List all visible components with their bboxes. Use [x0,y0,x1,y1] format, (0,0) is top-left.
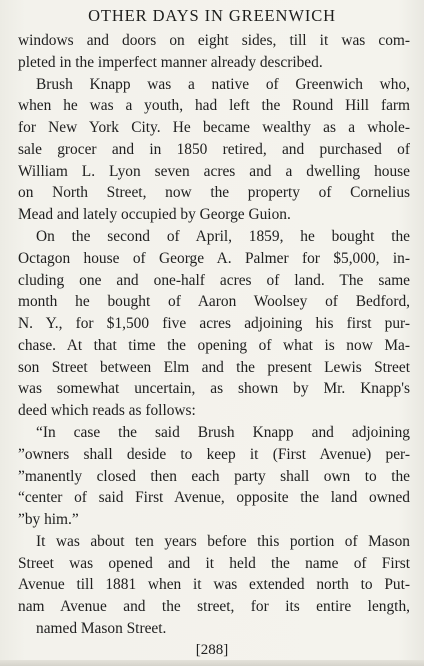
text-line: was somewhat uncertain, as shown by Mr. Knapp's [18,380,410,398]
text-line: ”by him.” [18,511,79,529]
text-line: ”owners shall deside to keep it (First Avenue) per- [18,445,410,463]
text-line: N. Y., for $1,500 five acres adjoining his first pur- [18,315,410,333]
text-line: Brush Knapp was a native of Greenwich who, [36,75,410,93]
page-number: [288] [195,642,229,658]
text-line: It was about ten years before this portion of Mason [36,532,410,550]
text-line: pleted in the imperfect manner already described. [18,53,323,71]
text-line: windows and doors on eight sides, till it was com- [18,32,410,49]
text-line: on North Street, now the property of Cornelius [18,184,410,202]
text-line: for New York City. He became wealthy as a whole- [18,119,410,137]
text-line: “center of said First Avenue, opposite the land owned [18,489,410,507]
text-line: Avenue till 1881 when it was extended north to Put- [18,576,410,594]
text-line: “In case the said Brush Knapp and adjoining [36,424,410,441]
text-line: named Mason Street. [36,620,167,637]
text-line: son Street between Elm and the present Lewis Street [18,358,410,376]
text-line: nam Avenue and the street, for its entire length, [18,598,410,616]
text-line: when he was a youth, had left the Round Hill farm [18,97,410,115]
text-line: Octagon house of George A. Palmer for $5,000, in- [18,249,410,267]
text-line: chase. At that time the opening of what is now Ma- [18,336,410,354]
text-line: cluding one and one-half acres of land. The same [18,271,410,289]
text-line: deed which reads as follows: [18,402,196,420]
text-line: Mead and lately occupied by George Guion. [18,206,291,224]
text-line: month he bought of Aaron Woolsey of Bedford, [18,293,410,311]
text-line: ”manently closed then each party shall own to the [18,467,410,485]
text-line: On the second of April, 1859, he bought the [36,228,410,245]
text-line: William L. Lyon seven acres and a dwelling house [18,162,410,180]
page-edge-shadow [0,660,424,666]
text-line: Street was opened and it held the name of First [18,554,410,572]
running-header: OTHER DAYS IN GREENWICH [88,6,336,25]
text-line: sale grocer and in 1850 retired, and purchased of [18,140,410,158]
